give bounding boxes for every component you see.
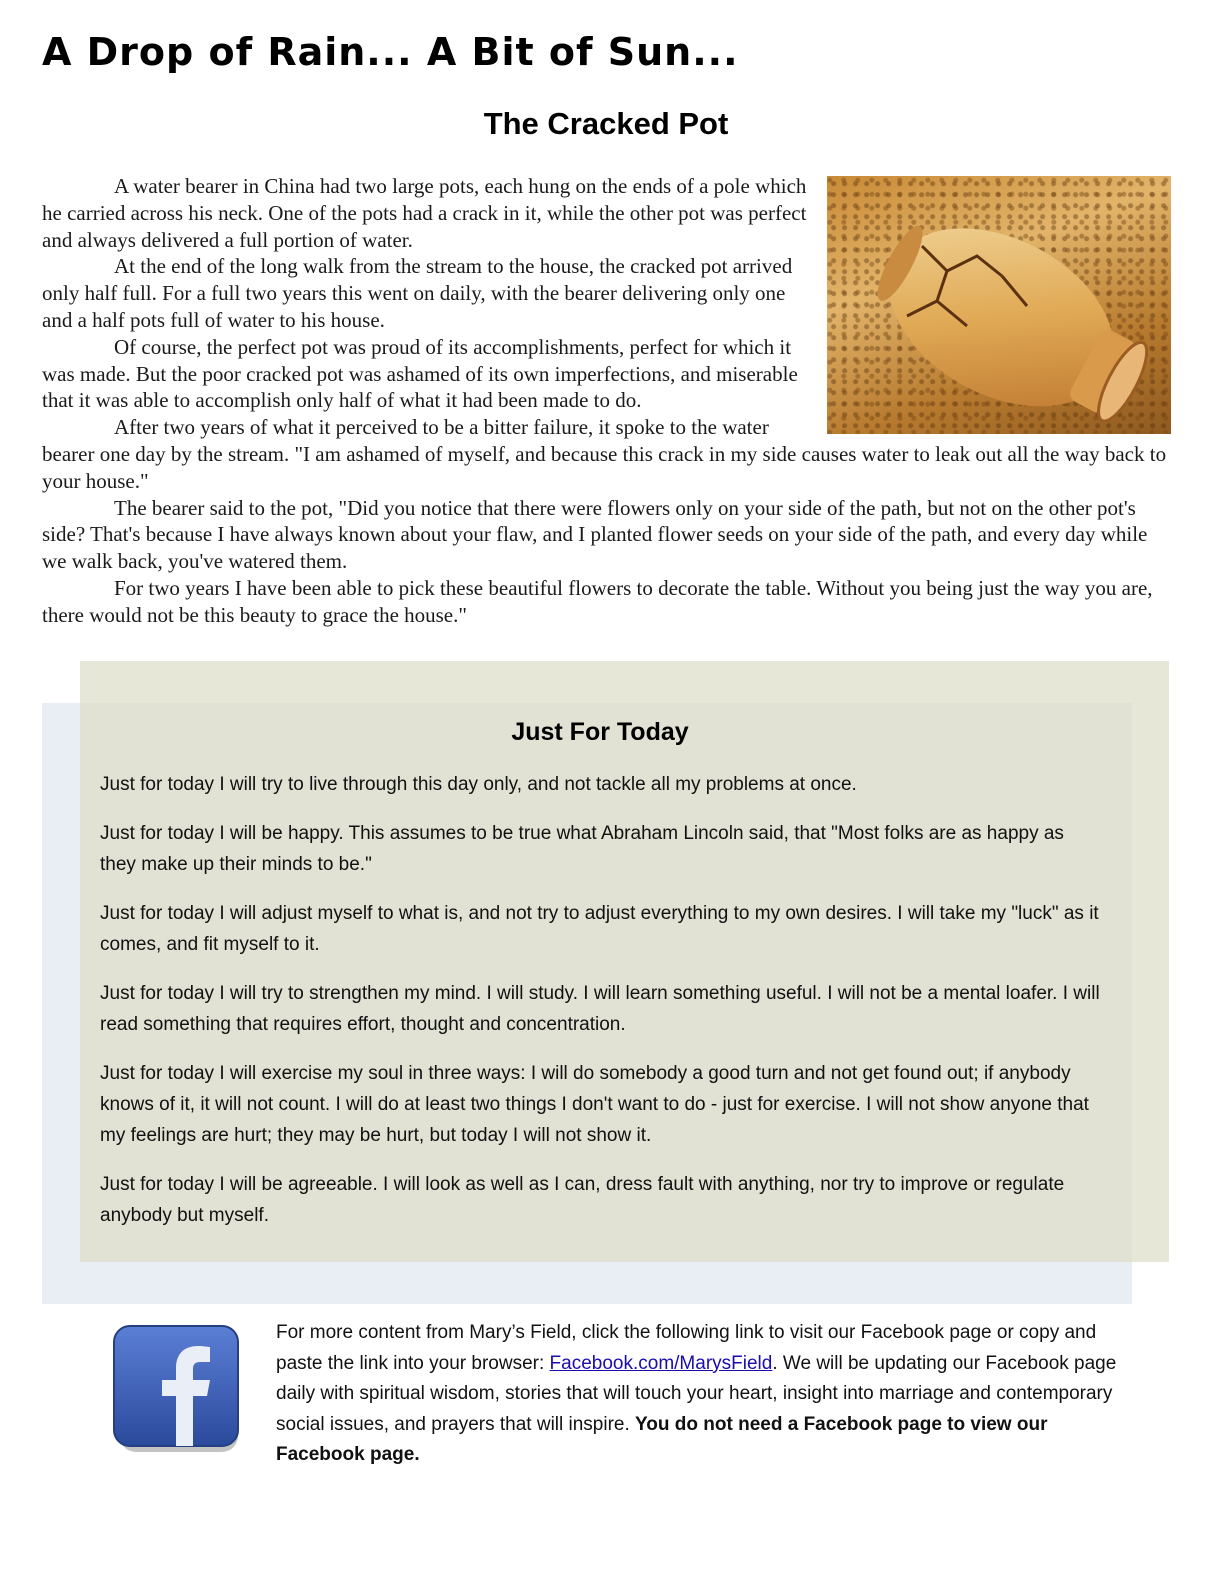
story-paragraph: Of course, the perfect pot was proud of its accomplishments, perfect for which it was made. But the poor cracked pot was ashamed of its own imperfections, and miserable that it was able to accomplish only half of what it had been made to do.: [42, 334, 798, 413]
masthead-title: A Drop of Rain... A Bit of Sun...: [42, 30, 739, 74]
list-item: Just for today I will be happy. This assumes to be true what Abraham Lincoln said, that "Most folks are as happy as they make up their minds to be.": [100, 823, 1064, 875]
footer-after-link: . We will be updating our Facebook page daily with spiritual wisdom, stories that will touch your heart, insight into marriage and contemporary social issues, and prayers that will inspire.: [276, 1352, 1117, 1435]
footer-text: [276, 1318, 1122, 1471]
panel-title: Just For Today: [511, 718, 689, 746]
footer-bold-note: You do not need a Facebook page to view our Facebook page.: [276, 1413, 1048, 1466]
facebook-link[interactable]: Facebook.com/MarysField: [549, 1352, 773, 1374]
list-item: Just for today I will try to strengthen my mind. I will study. I will learn something useful. I will not be a mental loafer. I will read something that requires effort, thought and concentration.: [100, 983, 1100, 1035]
cracked-pot-image: [827, 176, 1171, 434]
list-item: Just for today I will exercise my soul in three ways: I will do somebody a good turn and not get found out; if anybody knows of it, it will not count. I will do at least two things I don't want to do - just for exercise. I will not show anyone that my feelings are hurt; they may be hurt, but today I will not show it.: [100, 1063, 1089, 1146]
story-paragraph: A water bearer in China had two large pots, each hung on the ends of a pole which he carried across his neck. One of the pots had a crack in it, while the other pot was perfect and always delivered a full portion of water.: [42, 174, 807, 252]
list-item: Just for today I will adjust myself to what is, and not try to adjust everything to my own desires. I will take my "luck" as it comes, and fit myself to it.: [100, 903, 1099, 955]
story-paragraph: The bearer said to the pot, "Did you notice that there were flowers only on your side of the path, but not on the other pot's side? That's because I have always known about your flaw, and I planted flower seeds on your side of the path, and every day while we walk back, you've watered them.: [42, 495, 1148, 574]
story-title: The Cracked Pot: [483, 106, 729, 141]
just-for-today-panel: [100, 718, 1100, 1249]
cracked-pot-photo: [827, 176, 1171, 434]
story-paragraph: After two years of what it perceived to be a bitter failure, it spoke to the water bearer one day by the stream. "I am ashamed of myself, and because this crack in my side causes water to leak out all the way back to your house.": [42, 415, 1167, 493]
footer-intro: For more content from Mary’s Field, click the following link to visit our Facebook page or copy and paste the link into your browser:: [276, 1322, 1097, 1374]
story-paragraph: For two years I have been able to pick these beautiful flowers to decorate the table. Without you being just the way you are, there would not be this beauty to grace the house.": [42, 575, 1153, 627]
list-item: Just for today I will try to live through this day only, and not tackle all my problems at once.: [100, 774, 857, 795]
story-body: [42, 173, 1168, 629]
story-paragraph: At the end of the long walk from the stream to the house, the cracked pot arrived only half full. For a full two years this went on daily, with the bearer delivering only one and a half pots full of water to his house.: [42, 254, 793, 332]
facebook-logo-icon[interactable]: [112, 1324, 244, 1456]
list-item: Just for today I will be agreeable. I will look as well as I can, dress fault with anything, nor try to improve or regulate anybody but myself.: [100, 1174, 1065, 1226]
